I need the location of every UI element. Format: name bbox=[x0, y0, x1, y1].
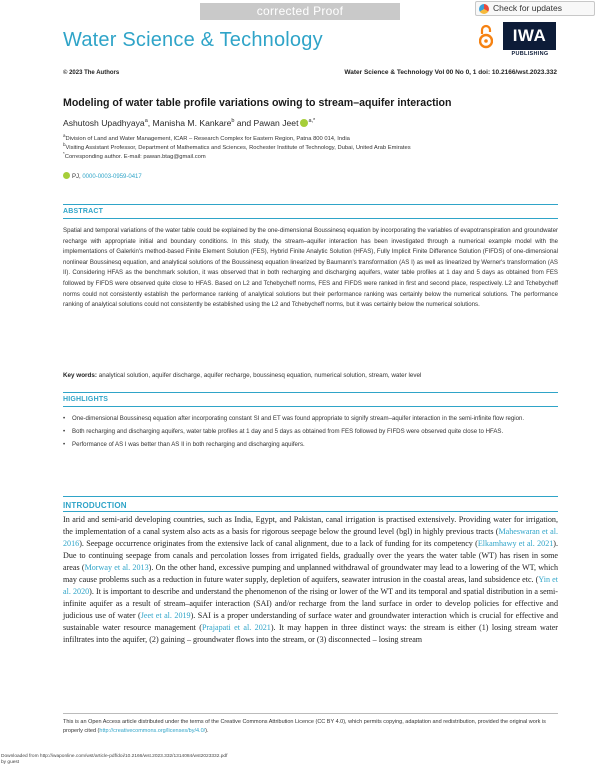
affiliation-text: Division of Land and Water Management, ICAR – Research Complex for Eastern Region, Patna 800 014, India bbox=[65, 135, 350, 142]
orcid-link[interactable]: 0000-0003-0959-0417 bbox=[82, 174, 142, 180]
keywords-text: analytical solution, aquifer discharge, aquifer recharge, boussinesq equation, numerical solution, stream, water level bbox=[98, 372, 422, 379]
author-name[interactable]: Manisha M. Kankare bbox=[152, 118, 232, 128]
download-note bbox=[1, 754, 227, 766]
journal-title[interactable]: Water Science & Technology bbox=[63, 29, 323, 51]
banner bbox=[0, 0, 600, 20]
highlights-heading: HIGHLIGHTS bbox=[63, 396, 109, 403]
citation-link[interactable]: Prajapati et al. 2021 bbox=[201, 622, 271, 632]
citation-link[interactable]: Jeet et al. 2019 bbox=[140, 610, 191, 620]
license-text: This is an Open Access article distributed under the terms of the Creative Commons Attribution Licence (CC BY 4.0), which permits copying, adaptation and redistribution, provided the original work is properly cited ( bbox=[63, 719, 546, 734]
divider bbox=[63, 713, 558, 714]
download-line: by guest bbox=[1, 760, 20, 765]
keywords bbox=[63, 372, 558, 379]
orcid-line bbox=[63, 172, 142, 180]
intro-text-segment: ). On the other hand, excessive pumping and unplanned withdrawal of groundwater may lead to a lowering of the WT, which may cause problems such as a reduction in future water supply, depletion of aquifers, seawater intrusion in the coastal areas, land subsidence etc. ( bbox=[63, 562, 558, 584]
intro-text-segment: ). It is important to describe and understand the phenomenon of the rising or lower of the WT and its temporal and spatial distribution in a semi-infinite aquifer as a result of stream–aquifer interaction (SAI) and/or recharge from the land surface in order to develop policies for effective and judicious use of water ( bbox=[63, 586, 559, 620]
author-list bbox=[63, 118, 315, 128]
license-text-end: ). bbox=[205, 728, 209, 734]
intro-text-segment: In arid and semi-arid developing countries, such as India, Egypt, and Pakistan, canal irrigation is practised extensively. Providing water for irrigation, the implementation of a canal system also acts as a basis for rigorous seepage below the ground level (bgl) in highly previous tracts ( bbox=[63, 515, 558, 536]
divider bbox=[63, 204, 558, 205]
check-for-updates-button[interactable] bbox=[475, 1, 595, 16]
check-updates-label: Check for updates bbox=[493, 3, 562, 13]
license-note bbox=[63, 718, 558, 736]
article-title: Modeling of water table profile variations owing to stream–aquifer interaction bbox=[63, 97, 452, 109]
corrected-proof-label: corrected Proof bbox=[200, 3, 400, 20]
intro-text-segment: ). SAI is a proper understanding of surface water and groundwater interaction which is crucial for effective and sustainable water resource management ( bbox=[63, 610, 558, 632]
intro-text-segment: ). Due to continuing seepage from canals and percolation losses from irrigated fields, gradually over the years the water table (WT) has risen in some areas ( bbox=[63, 538, 559, 572]
affiliation-mark: b bbox=[63, 142, 66, 147]
divider bbox=[63, 511, 558, 512]
affiliation-text: Visiting Assistant Professor, Department of Mathematics and Sciences, Rochester Institute of Technology, Dubai, United Arab Emirates bbox=[65, 144, 411, 151]
citation-link[interactable]: Yin et al. 2020 bbox=[63, 574, 558, 596]
abstract-heading: ABSTRACT bbox=[63, 208, 104, 215]
iwa-publishing-logo[interactable]: IWA bbox=[503, 22, 556, 50]
copyright: © 2023 The Authors bbox=[63, 70, 120, 76]
citation-line: Water Science & Technology Vol 00 No 0, 1 doi: 10.2166/wst.2023.332 bbox=[344, 69, 557, 76]
divider bbox=[63, 392, 558, 393]
affiliation bbox=[63, 133, 350, 142]
open-access-icon bbox=[479, 23, 493, 49]
iwa-publishing-text: PUBLISHING bbox=[511, 51, 549, 57]
check-updates-icon bbox=[479, 4, 489, 14]
highlights-list bbox=[63, 414, 558, 453]
highlight-item: • Performance of AS I was better than AS II in both recharging and discharging aquifers. bbox=[63, 440, 558, 451]
author-affiliation-mark: a,* bbox=[308, 118, 316, 125]
orcid-icon[interactable] bbox=[63, 172, 70, 179]
citation-link[interactable]: Elkamhawy et al. 2021 bbox=[477, 538, 554, 548]
highlight-item: • One-dimensional Boussinesq equation after incorporating constant SI and ET was found appropriate to signify stream–aquifer interaction in the semi-infinite flow region. bbox=[63, 414, 558, 425]
affiliation-mark: * bbox=[63, 151, 65, 156]
author-affiliation-mark: a bbox=[144, 118, 148, 125]
intro-text-segment: ). It may happen in three distinct ways: the stream is either (1) losing stream water infiltrates into the aquifer, (2) gaining – groundwater flows into the stream, or (3) disconnected – losing stream bbox=[63, 622, 558, 644]
author-separator: and bbox=[234, 118, 254, 128]
intro-text-segment: ). Seepage occurrence originates from the extensive lack of canal alignment, due to a lack of funding for its competency ( bbox=[79, 538, 478, 548]
affiliation bbox=[63, 142, 411, 151]
author-separator: , bbox=[147, 118, 153, 128]
affiliation-text: Corresponding author. E-mail: pawan.btag@gmail.com bbox=[64, 153, 206, 160]
keywords-label: Key words: bbox=[63, 372, 97, 379]
license-link[interactable]: http://creativecommons.org/licenses/by/4.0/ bbox=[99, 728, 206, 734]
author-affiliation-mark: b bbox=[231, 118, 235, 125]
highlight-item: • Both recharging and discharging aquifers, water table profiles at 1 day and 5 days as obtained from FES followed by FIFDS were observed quite close to HFAS. bbox=[63, 427, 558, 438]
corresponding-author bbox=[63, 151, 206, 160]
affiliation-mark: a bbox=[63, 133, 66, 138]
orcid-label: PJ, bbox=[72, 174, 83, 180]
divider bbox=[63, 406, 558, 407]
introduction-text bbox=[63, 514, 558, 645]
divider bbox=[63, 218, 558, 219]
citation-link[interactable]: Morway et al. 2013 bbox=[84, 562, 149, 572]
introduction-heading: INTRODUCTION bbox=[63, 501, 127, 510]
citation-link[interactable]: Maheswaran et al. 2016 bbox=[63, 526, 558, 548]
download-line: Downloaded from http://iwaponline.com/wst/article-pdf/doi/10.2166/wst.2023.332/1314084/wst2023332.pdf bbox=[1, 754, 228, 759]
divider bbox=[63, 496, 558, 497]
author-name[interactable]: Ashutosh Upadhyaya bbox=[63, 118, 145, 128]
author-name[interactable]: Pawan Jeet bbox=[253, 118, 299, 128]
abstract-text: Spatial and temporal variations of the water table could be explained by the one-dimensional Boussinesq equation by incorporating the variables of evapotranspiration and groundwater recharge with appropriate initial and boundary conditions. In this study, the stream–aquifer interaction has been investigated through a numerical example model with the implementations of Galerkin's method-based Finite Element Solution (FES), Hybrid Finite Analytic Solution (HFAS), Fully Implicit Finite Difference Solution (FIFDS) of one-dimensional nonlinear Boussinesq equation, and analytical solutions of the Boussinesq equation linearized by Baumann's transformation (AS I) as well as linearized by Werner's transformation (AS II). Considering HFAS as the benchmark solution, it was observed that in both recharging and discharging aquifers, water table profiles at 1 day and 5 days as obtained from FES followed by FIFDS were observed quite close to HFAS. Based on L2 and Tchebycheff norms, FES and FIFDS were ranked in first and second place, respectively. L2 and Tchebycheff norms could not consistently establish the performance ranking of analytical solutions but their performance ranking was certainly below the numerical solutions. The performance ranking of analytical solutions could not consistently be established using the L2 and Tchebycheff norms, but it was certainly below the numerical solutions. bbox=[63, 227, 558, 309]
